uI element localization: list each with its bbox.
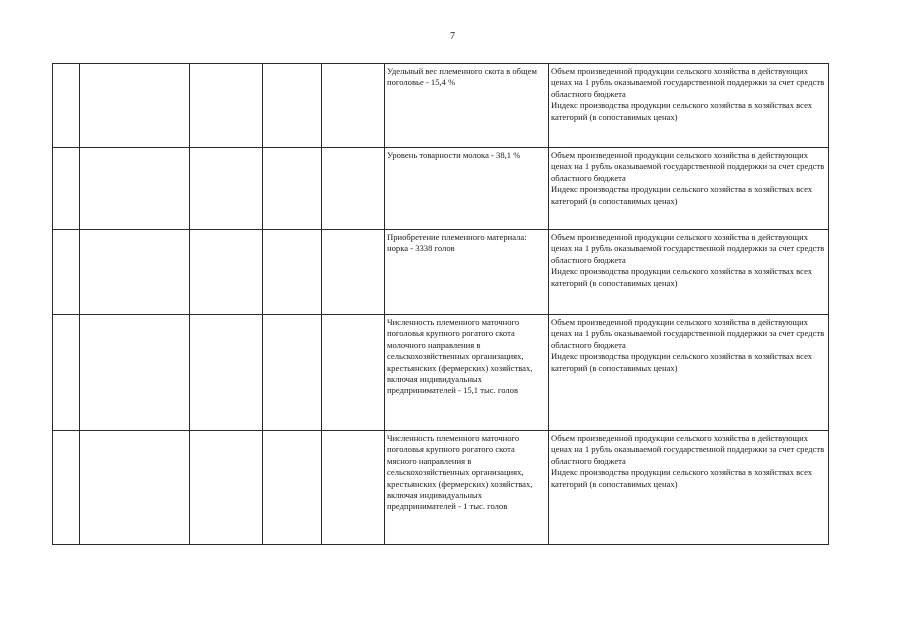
empty-cell — [80, 315, 190, 431]
result-cell: Объем произведенной продукции сельского хозяйства в действующих ценах на 1 рубль оказываемой государственной поддержки за счет средств областного бюджета Индекс производства продукции сельского хозяйства в хозяйствах всех категорий (в сопоставимых ценах) — [549, 148, 829, 230]
indicator-cell: Удельный вес племенного скота в общем поголовье - 15,4 % — [385, 64, 549, 148]
empty-cell — [53, 64, 80, 148]
empty-cell — [263, 230, 322, 315]
table-row — [53, 431, 829, 545]
empty-cell — [263, 148, 322, 230]
empty-cell — [53, 315, 80, 431]
empty-cell — [322, 64, 385, 148]
empty-cell — [322, 431, 385, 545]
result-cell: Объем произведенной продукции сельского хозяйства в действующих ценах на 1 рубль оказываемой государственной поддержки за счет средств областного бюджета Индекс производства продукции сельского хозяйства в хозяйствах всех категорий (в сопоставимых ценах) — [549, 315, 829, 431]
empty-cell — [263, 64, 322, 148]
result-cell: Объем произведенной продукции сельского хозяйства в действующих ценах на 1 рубль оказываемой государственной поддержки за счет средств областного бюджета Индекс производства продукции сельского хозяйства в хозяйствах всех категорий (в сопоставимых ценах) — [549, 230, 829, 315]
empty-cell — [190, 64, 263, 148]
empty-cell — [80, 431, 190, 545]
document-table — [52, 63, 829, 545]
page-number: 7 — [450, 31, 455, 42]
empty-cell — [263, 431, 322, 545]
empty-cell — [190, 148, 263, 230]
empty-cell — [80, 64, 190, 148]
empty-cell — [190, 315, 263, 431]
table-row — [53, 148, 829, 230]
indicator-cell: Уровень товарности молока - 38,1 % — [385, 148, 549, 230]
indicator-cell: Приобретение племенного материала: норка - 3338 голов — [385, 230, 549, 315]
empty-cell — [53, 230, 80, 315]
empty-cell — [190, 230, 263, 315]
empty-cell — [80, 230, 190, 315]
empty-cell — [322, 315, 385, 431]
empty-cell — [263, 315, 322, 431]
result-cell: Объем произведенной продукции сельского хозяйства в действующих ценах на 1 рубль оказываемой государственной поддержки за счет средств областного бюджета Индекс производства продукции сельского хозяйства в хозяйствах всех категорий (в сопоставимых ценах) — [549, 431, 829, 545]
indicator-cell: Численность племенного маточного поголовья крупного рогатого скота мясного направления в сельскохозяйственных организациях, крестьянских (фермерских) хозяйствах, включая индивидуальных предпринимателей - 1 тыс. голов — [385, 431, 549, 545]
indicator-cell: Численность племенного маточного поголовья крупного рогатого скота молочного направления в сельскохозяйственных организациях, крестьянских (фермерских) хозяйствах, включая индивидуальных предпринимателей - 15,1 тыс. голов — [385, 315, 549, 431]
empty-cell — [53, 431, 80, 545]
result-cell: Объем произведенной продукции сельского хозяйства в действующих ценах на 1 рубль оказываемой государственной поддержки за счет средств областного бюджета Индекс производства продукции сельского хозяйства в хозяйствах всех категорий (в сопоставимых ценах) — [549, 64, 829, 148]
table-row — [53, 315, 829, 431]
empty-cell — [322, 230, 385, 315]
empty-cell — [190, 431, 263, 545]
table-row — [53, 230, 829, 315]
empty-cell — [53, 148, 80, 230]
table-row — [53, 64, 829, 148]
empty-cell — [322, 148, 385, 230]
empty-cell — [80, 148, 190, 230]
